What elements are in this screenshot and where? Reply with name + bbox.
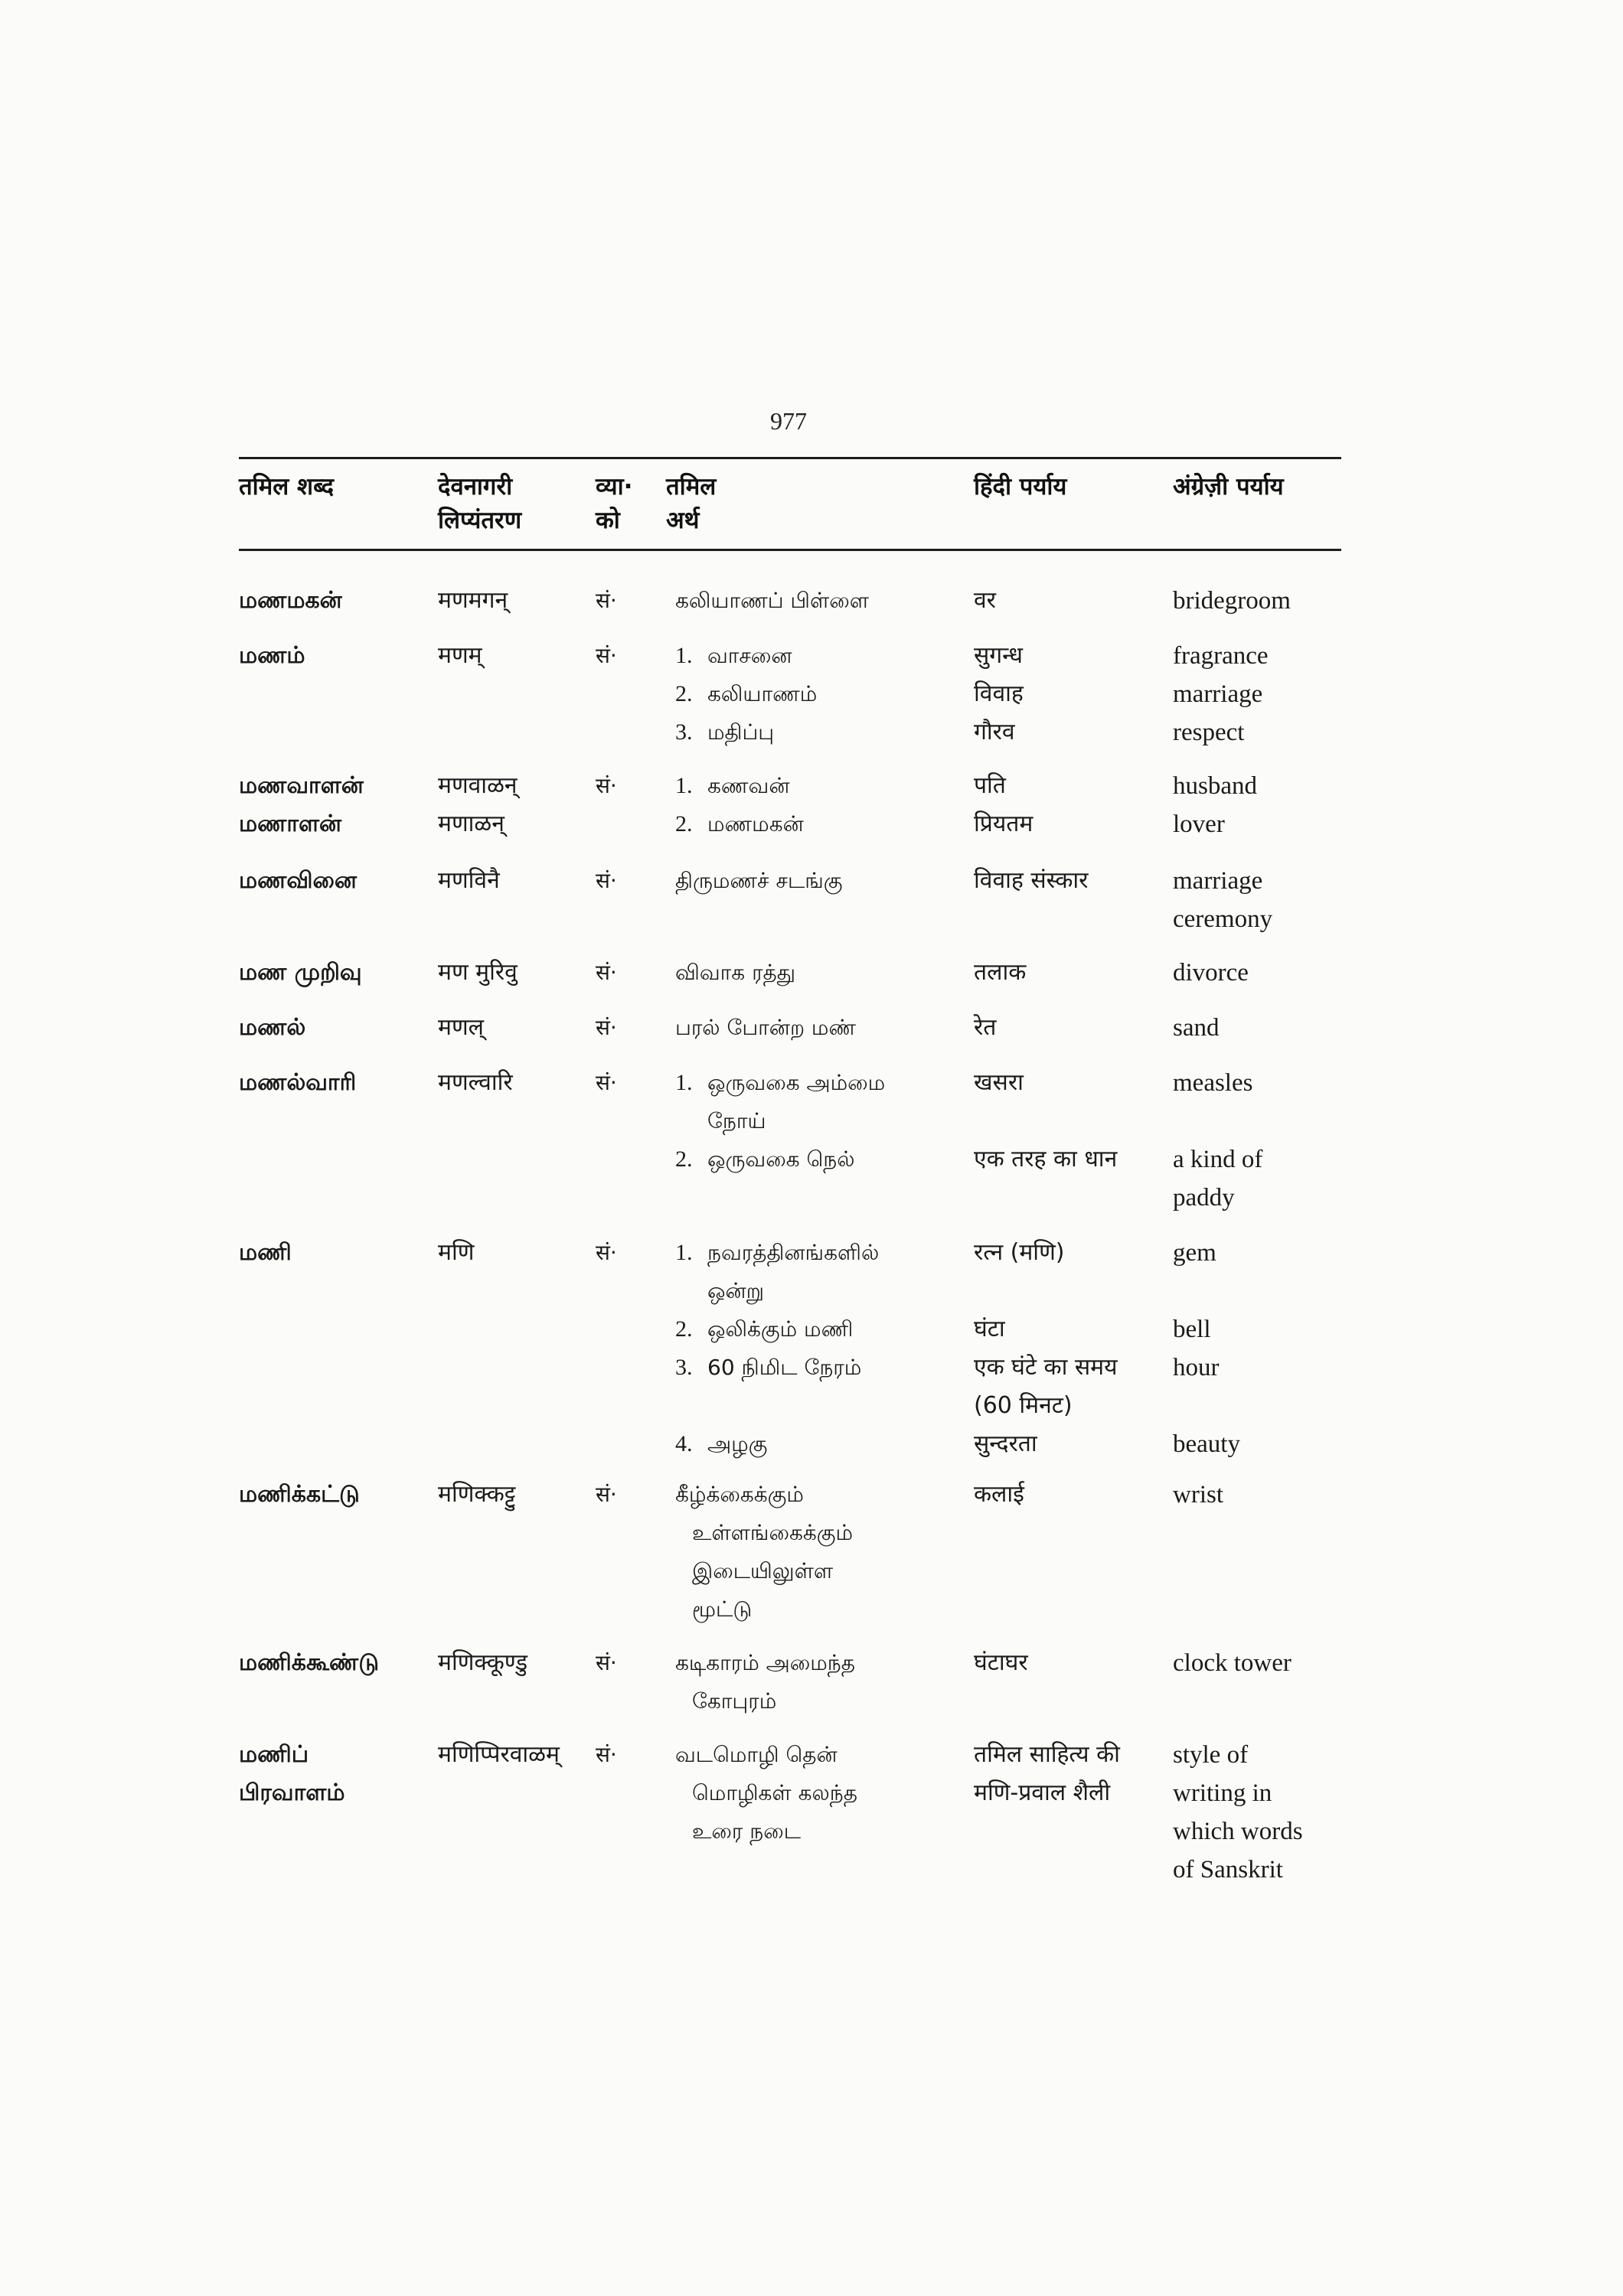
tamil-word-line: மணல்வாரி <box>239 1069 357 1096</box>
sense-tamil-line: நோய் <box>707 1108 766 1133</box>
devanagari-line: मणविनै <box>438 867 500 894</box>
entry-english <box>1173 582 1349 620</box>
sense-hindi <box>974 1234 1169 1310</box>
entry-grammar <box>596 954 634 992</box>
sense-number: 2. <box>675 681 693 706</box>
entry-english <box>1173 1064 1349 1217</box>
devanagari-line: मणल्वारि <box>438 1069 513 1096</box>
sense-tamil-line: ஒன்று <box>707 1278 765 1303</box>
sense-hindi-line: सुगन्ध <box>974 642 1023 669</box>
grammar-label: सं· <box>596 588 617 613</box>
header-devanagari <box>438 470 521 537</box>
devanagari-line: मणाळन् <box>438 810 505 837</box>
header-devanagari-line-1: देवनागरी <box>438 473 513 501</box>
tamil-word-line: மணிக்கூண்டு <box>239 1649 379 1676</box>
grammar-label: सं· <box>596 1650 617 1675</box>
sense-english-line: a kind of <box>1173 1146 1263 1173</box>
entry-tamil-meaning <box>675 1644 974 1720</box>
sense-number: 2. <box>675 811 693 837</box>
entry-hindi <box>974 954 1169 992</box>
entry-english <box>1173 954 1349 992</box>
tamil-word-line: மணிக்கட்டு <box>239 1481 360 1508</box>
entry-grammar <box>596 862 634 900</box>
sense-english <box>1173 954 1349 992</box>
header-hindi <box>974 470 1066 504</box>
sense-tamil-line <box>675 1349 974 1387</box>
sense-english-line: wrist <box>1173 1481 1223 1508</box>
sense-tamil-line <box>675 954 974 992</box>
sense-tamil-text: வடமொழி தென் <box>675 1742 838 1767</box>
sense-english-line: style of <box>1173 1741 1249 1769</box>
sense-number: 1. <box>675 1070 693 1095</box>
entry-tamil-meaning <box>675 1736 974 1889</box>
sense-english-line: bridegroom <box>1173 587 1291 615</box>
sense-english-line: measles <box>1173 1069 1253 1097</box>
sense-hindi-line: पति <box>974 772 1006 799</box>
devanagari-line: मण मुरिवु <box>438 959 518 986</box>
sense-english-line: ceremony <box>1173 905 1273 933</box>
sense-tamil-line <box>675 1064 974 1102</box>
sense-hindi-line: तमिल साहित्य की <box>974 1741 1120 1768</box>
entry-tamil-word <box>239 767 423 843</box>
entry-tamil-word <box>239 1476 423 1514</box>
sense-tamil-line: மூட்டு <box>692 1596 753 1622</box>
sense-english <box>1173 582 1349 620</box>
entry-tamil-word <box>239 1234 423 1272</box>
entry-devanagari <box>438 1736 595 1774</box>
sense-hindi-line: रेत <box>974 1014 997 1041</box>
entry-hindi <box>974 767 1169 843</box>
sense-tamil-line <box>675 1234 974 1272</box>
entry-tamil-meaning <box>675 767 974 843</box>
sense-tamil-line <box>675 805 974 843</box>
sense-english <box>1173 1064 1349 1140</box>
entry-tamil-meaning <box>675 862 974 938</box>
tamil-word-line: பிரவாளம் <box>239 1779 345 1806</box>
table-top-rule <box>239 457 1341 459</box>
sense-hindi-line: मणि-प्रवाल शैली <box>974 1779 1111 1806</box>
entry-hindi <box>974 1644 1169 1720</box>
sense-number: 4. <box>675 1431 693 1456</box>
sense-tamil-text: திருமணச் சடங்கு <box>675 868 843 893</box>
sense-tamil-text: கலியாணப் பிள்ளை <box>675 588 869 613</box>
tamil-word-line: மணமகன் <box>239 587 342 614</box>
entry-tamil-meaning <box>675 1064 974 1217</box>
sense-english <box>1173 1349 1349 1425</box>
entry-tamil-meaning <box>675 1476 974 1629</box>
sense-tamil-line <box>675 1736 974 1774</box>
sense-english-line: clock tower <box>1173 1649 1292 1677</box>
sense-hindi <box>974 1009 1169 1047</box>
sense-tamil <box>675 1234 974 1310</box>
sense-tamil <box>675 713 974 752</box>
entry-tamil-word <box>239 1644 423 1682</box>
sense-english <box>1173 637 1349 675</box>
sense-english <box>1173 1736 1349 1889</box>
sense-tamil-text: ஒருவகை நெல் <box>707 1146 855 1172</box>
sense-english-line: gem <box>1173 1239 1216 1267</box>
header-grammar <box>596 470 632 537</box>
entry-english <box>1173 637 1349 752</box>
entry-grammar <box>596 637 634 675</box>
sense-tamil-line: மொழிகள் கலந்த <box>692 1780 857 1805</box>
sense-tamil-text: கணவன் <box>707 773 790 798</box>
sense-hindi-line: वर <box>974 587 996 614</box>
sense-english-line: which words <box>1173 1818 1303 1845</box>
header-english <box>1173 470 1284 504</box>
sense-english-line: paddy <box>1173 1184 1235 1212</box>
entry-hindi <box>974 1234 1169 1463</box>
sense-hindi-line: घंटाघर <box>974 1649 1028 1676</box>
grammar-label: सं· <box>596 1482 617 1507</box>
entry-tamil-word <box>239 1009 423 1047</box>
grammar-label: सं· <box>596 1015 617 1040</box>
sense-hindi-line: प्रियतम <box>974 810 1034 837</box>
entry-hindi <box>974 1736 1169 1889</box>
sense-english-line: fragrance <box>1173 642 1269 670</box>
sense-tamil-line: உரை நடை <box>692 1818 802 1844</box>
entry-hindi <box>974 1064 1169 1217</box>
entry-grammar <box>596 1476 634 1514</box>
sense-hindi-line: रत्न (मणि) <box>974 1239 1065 1266</box>
sense-english <box>1173 675 1349 713</box>
sense-hindi <box>974 862 1169 938</box>
sense-tamil-line <box>675 1476 974 1514</box>
sense-english-line: writing in <box>1173 1779 1272 1807</box>
sense-english-line: divorce <box>1173 959 1249 987</box>
sense-english-line: bell <box>1173 1316 1211 1343</box>
sense-hindi-line: गौरव <box>974 719 1015 745</box>
tamil-word-line: மணி <box>239 1239 292 1266</box>
entry-english <box>1173 1234 1349 1463</box>
sense-tamil-line: கோபுரம் <box>692 1688 777 1714</box>
sense-tamil-text: ஒலிக்கும் மணி <box>707 1316 854 1342</box>
entry-grammar <box>596 1736 634 1774</box>
entry-tamil-word <box>239 954 423 992</box>
entry-tamil-word <box>239 637 423 675</box>
entry-grammar <box>596 1644 634 1682</box>
sense-hindi <box>974 1310 1169 1349</box>
sense-hindi <box>974 675 1169 713</box>
entry-tamil-meaning <box>675 637 974 752</box>
sense-tamil-text: கீழ்க்கைக்கும் <box>675 1482 804 1507</box>
sense-hindi-line: कलाई <box>974 1481 1024 1508</box>
sense-english <box>1173 1140 1349 1217</box>
sense-english <box>1173 1234 1349 1310</box>
sense-tamil-line <box>675 1140 974 1179</box>
entry-english <box>1173 1009 1349 1047</box>
sense-english <box>1173 1476 1349 1629</box>
sense-tamil-line <box>675 637 974 675</box>
entry-english <box>1173 862 1349 938</box>
header-tamil-meaning <box>666 470 716 537</box>
sense-hindi-line: विवाह संस्कार <box>974 867 1089 894</box>
sense-tamil <box>675 1310 974 1349</box>
sense-number: 1. <box>675 1240 693 1265</box>
entry-devanagari <box>438 1009 595 1047</box>
header-tamil-meaning-line-1: तमिल <box>666 473 717 501</box>
tamil-word-line: மணிப் <box>239 1741 309 1768</box>
tamil-word-line: மணம் <box>239 642 305 669</box>
page-number: 977 <box>770 407 807 435</box>
sense-tamil-text: பரல் போன்ற மண் <box>675 1015 857 1040</box>
sense-english-line: lover <box>1173 810 1225 838</box>
sense-english <box>1173 1009 1349 1047</box>
sense-english-line: of Sanskrit <box>1173 1856 1283 1883</box>
grammar-label: सं· <box>596 773 617 798</box>
sense-tamil-line: இடையிலுள்ள <box>692 1558 834 1583</box>
entry-devanagari <box>438 637 595 675</box>
entry-tamil-word <box>239 1064 423 1102</box>
sense-english-line: sand <box>1173 1014 1220 1042</box>
sense-hindi-line: खसरा <box>974 1069 1024 1096</box>
sense-hindi <box>974 1644 1169 1720</box>
sense-number: 1. <box>675 643 693 668</box>
sense-tamil-text: கடிகாரம் அமைந்த <box>675 1650 855 1675</box>
grammar-label: सं· <box>596 1070 617 1095</box>
devanagari-line: मणि <box>438 1239 475 1266</box>
header-hindi-label: हिंदी पर्याय <box>974 473 1067 501</box>
grammar-label: सं· <box>596 1742 617 1767</box>
devanagari-line: मणिक्कट्टु <box>438 1481 516 1508</box>
sense-hindi <box>974 1425 1169 1463</box>
entry-grammar <box>596 1234 634 1272</box>
sense-hindi-line: (60 मिनट) <box>974 1392 1073 1419</box>
sense-hindi <box>974 582 1169 620</box>
entry-english <box>1173 1736 1349 1889</box>
entry-tamil-meaning <box>675 1234 974 1463</box>
sense-tamil <box>675 1425 974 1463</box>
sense-tamil <box>675 582 974 620</box>
sense-hindi-line: सुन्दरता <box>974 1430 1037 1457</box>
sense-number: 3. <box>675 719 693 745</box>
sense-tamil <box>675 862 974 938</box>
header-devanagari-line-2: लिप्यंतरण <box>438 507 522 534</box>
sense-hindi-line: घंटा <box>974 1316 1005 1342</box>
sense-tamil-line <box>675 1310 974 1349</box>
entry-hindi <box>974 862 1169 938</box>
sense-hindi <box>974 637 1169 675</box>
entry-devanagari <box>438 582 595 620</box>
sense-tamil <box>675 1140 974 1217</box>
sense-english <box>1173 1425 1349 1463</box>
sense-hindi <box>974 1476 1169 1629</box>
sense-tamil-line <box>675 767 974 805</box>
sense-number: 2. <box>675 1146 693 1172</box>
sense-hindi <box>974 954 1169 992</box>
entry-tamil-word <box>239 862 423 900</box>
sense-english <box>1173 1644 1349 1720</box>
sense-english <box>1173 1310 1349 1349</box>
sense-tamil-text: விவாக ரத்து <box>675 960 796 985</box>
sense-hindi-line: एक घंटे का समय <box>974 1354 1118 1381</box>
tamil-word-line: மணவாளன் <box>239 772 364 799</box>
sense-english-line: marriage <box>1173 680 1263 708</box>
entry-hindi <box>974 1476 1169 1629</box>
sense-number: 3. <box>675 1355 693 1380</box>
entry-devanagari <box>438 767 595 843</box>
sense-english-line: beauty <box>1173 1430 1240 1458</box>
sense-hindi-line: विवाह <box>974 680 1024 707</box>
sense-hindi <box>974 1349 1169 1425</box>
sense-hindi <box>974 1140 1169 1217</box>
sense-tamil-text: 60 நிமிட நேரம் <box>707 1355 862 1380</box>
header-tamil-word-label: तमिल शब्द <box>239 473 334 501</box>
sense-hindi <box>974 767 1169 805</box>
tamil-word-line: மணவினை <box>239 867 357 894</box>
entry-english <box>1173 1476 1349 1629</box>
grammar-label: सं· <box>596 960 617 985</box>
sense-english <box>1173 862 1349 938</box>
sense-english-line: husband <box>1173 772 1257 800</box>
sense-tamil-line <box>675 862 974 900</box>
sense-tamil-text: நவரத்தினங்களில் <box>707 1240 880 1265</box>
sense-tamil <box>675 1009 974 1047</box>
sense-hindi <box>974 1064 1169 1140</box>
sense-hindi-line: एक तरह का धान <box>974 1146 1118 1172</box>
sense-tamil <box>675 637 974 675</box>
entry-english <box>1173 767 1349 843</box>
entry-devanagari <box>438 1064 595 1102</box>
sense-tamil <box>675 767 974 805</box>
devanagari-line: मणिप्पिरवाळम् <box>438 1741 560 1768</box>
entry-grammar <box>596 767 634 805</box>
entry-devanagari <box>438 862 595 900</box>
sense-english-line: respect <box>1173 719 1245 746</box>
sense-tamil-text: மணமகன் <box>707 811 804 837</box>
sense-number: 1. <box>675 773 693 798</box>
sense-hindi <box>974 713 1169 752</box>
sense-tamil <box>675 1644 974 1720</box>
header-english-label: अंग्रेज़ी पर्याय <box>1173 473 1284 501</box>
header-tamil-word <box>239 470 334 504</box>
entry-tamil-word <box>239 582 423 620</box>
sense-tamil-line <box>675 713 974 752</box>
sense-tamil <box>675 1349 974 1425</box>
entry-devanagari <box>438 1476 595 1514</box>
entry-tamil-meaning <box>675 954 974 992</box>
entry-grammar <box>596 1064 634 1102</box>
sense-english <box>1173 767 1349 805</box>
grammar-label: सं· <box>596 868 617 893</box>
entry-grammar <box>596 1009 634 1047</box>
sense-tamil-line <box>675 1644 974 1682</box>
sense-english-line: hour <box>1173 1354 1220 1381</box>
sense-tamil-text: ஒருவகை அம்மை <box>707 1070 886 1095</box>
devanagari-line: मणम् <box>438 642 482 669</box>
header-tamil-meaning-line-2: अर्थ <box>666 507 700 534</box>
sense-hindi <box>974 805 1169 843</box>
sense-tamil-line <box>675 1425 974 1463</box>
entry-english <box>1173 1644 1349 1720</box>
header-grammar-line-2: को <box>596 507 620 534</box>
grammar-label: सं· <box>596 643 617 668</box>
sense-english-line: marriage <box>1173 867 1263 895</box>
table-header-rule <box>239 549 1341 551</box>
entry-hindi <box>974 637 1169 752</box>
entry-tamil-meaning <box>675 1009 974 1047</box>
header-grammar-line-1: व्या· <box>596 473 633 501</box>
sense-tamil-line: உள்ளங்கைக்கும் <box>692 1520 854 1545</box>
entry-devanagari <box>438 1234 595 1272</box>
devanagari-line: मणवाळन् <box>438 772 518 799</box>
sense-tamil <box>675 1064 974 1140</box>
entry-hindi <box>974 582 1169 620</box>
devanagari-line: मणमगन् <box>438 587 508 614</box>
sense-tamil-text: கலியாணம் <box>707 681 818 706</box>
grammar-label: सं· <box>596 1240 617 1265</box>
entry-tamil-word <box>239 1736 423 1812</box>
entry-grammar <box>596 582 634 620</box>
sense-tamil-text: அழகு <box>707 1431 768 1456</box>
sense-hindi-line: तलाक <box>974 959 1027 986</box>
sense-number: 2. <box>675 1316 693 1342</box>
sense-english <box>1173 713 1349 752</box>
sense-tamil <box>675 805 974 843</box>
sense-tamil-line <box>675 582 974 620</box>
tamil-word-line: மணாளன் <box>239 810 342 837</box>
sense-hindi <box>974 1736 1169 1889</box>
sense-tamil <box>675 675 974 713</box>
tamil-word-line: மண முறிவு <box>239 959 362 986</box>
entry-devanagari <box>438 1644 595 1682</box>
devanagari-line: मणल् <box>438 1014 484 1041</box>
sense-tamil <box>675 1476 974 1629</box>
entry-tamil-meaning <box>675 582 974 620</box>
devanagari-line: मणिक्कूण्डु <box>438 1649 528 1676</box>
sense-tamil-line <box>675 1009 974 1047</box>
sense-tamil-line <box>675 675 974 713</box>
sense-tamil <box>675 954 974 992</box>
entry-devanagari <box>438 954 595 992</box>
tamil-word-line: மணல் <box>239 1014 306 1041</box>
sense-tamil-text: வாசனை <box>707 643 792 668</box>
sense-english <box>1173 805 1349 843</box>
sense-tamil-text: மதிப்பு <box>707 719 775 745</box>
sense-tamil <box>675 1736 974 1889</box>
entry-hindi <box>974 1009 1169 1047</box>
